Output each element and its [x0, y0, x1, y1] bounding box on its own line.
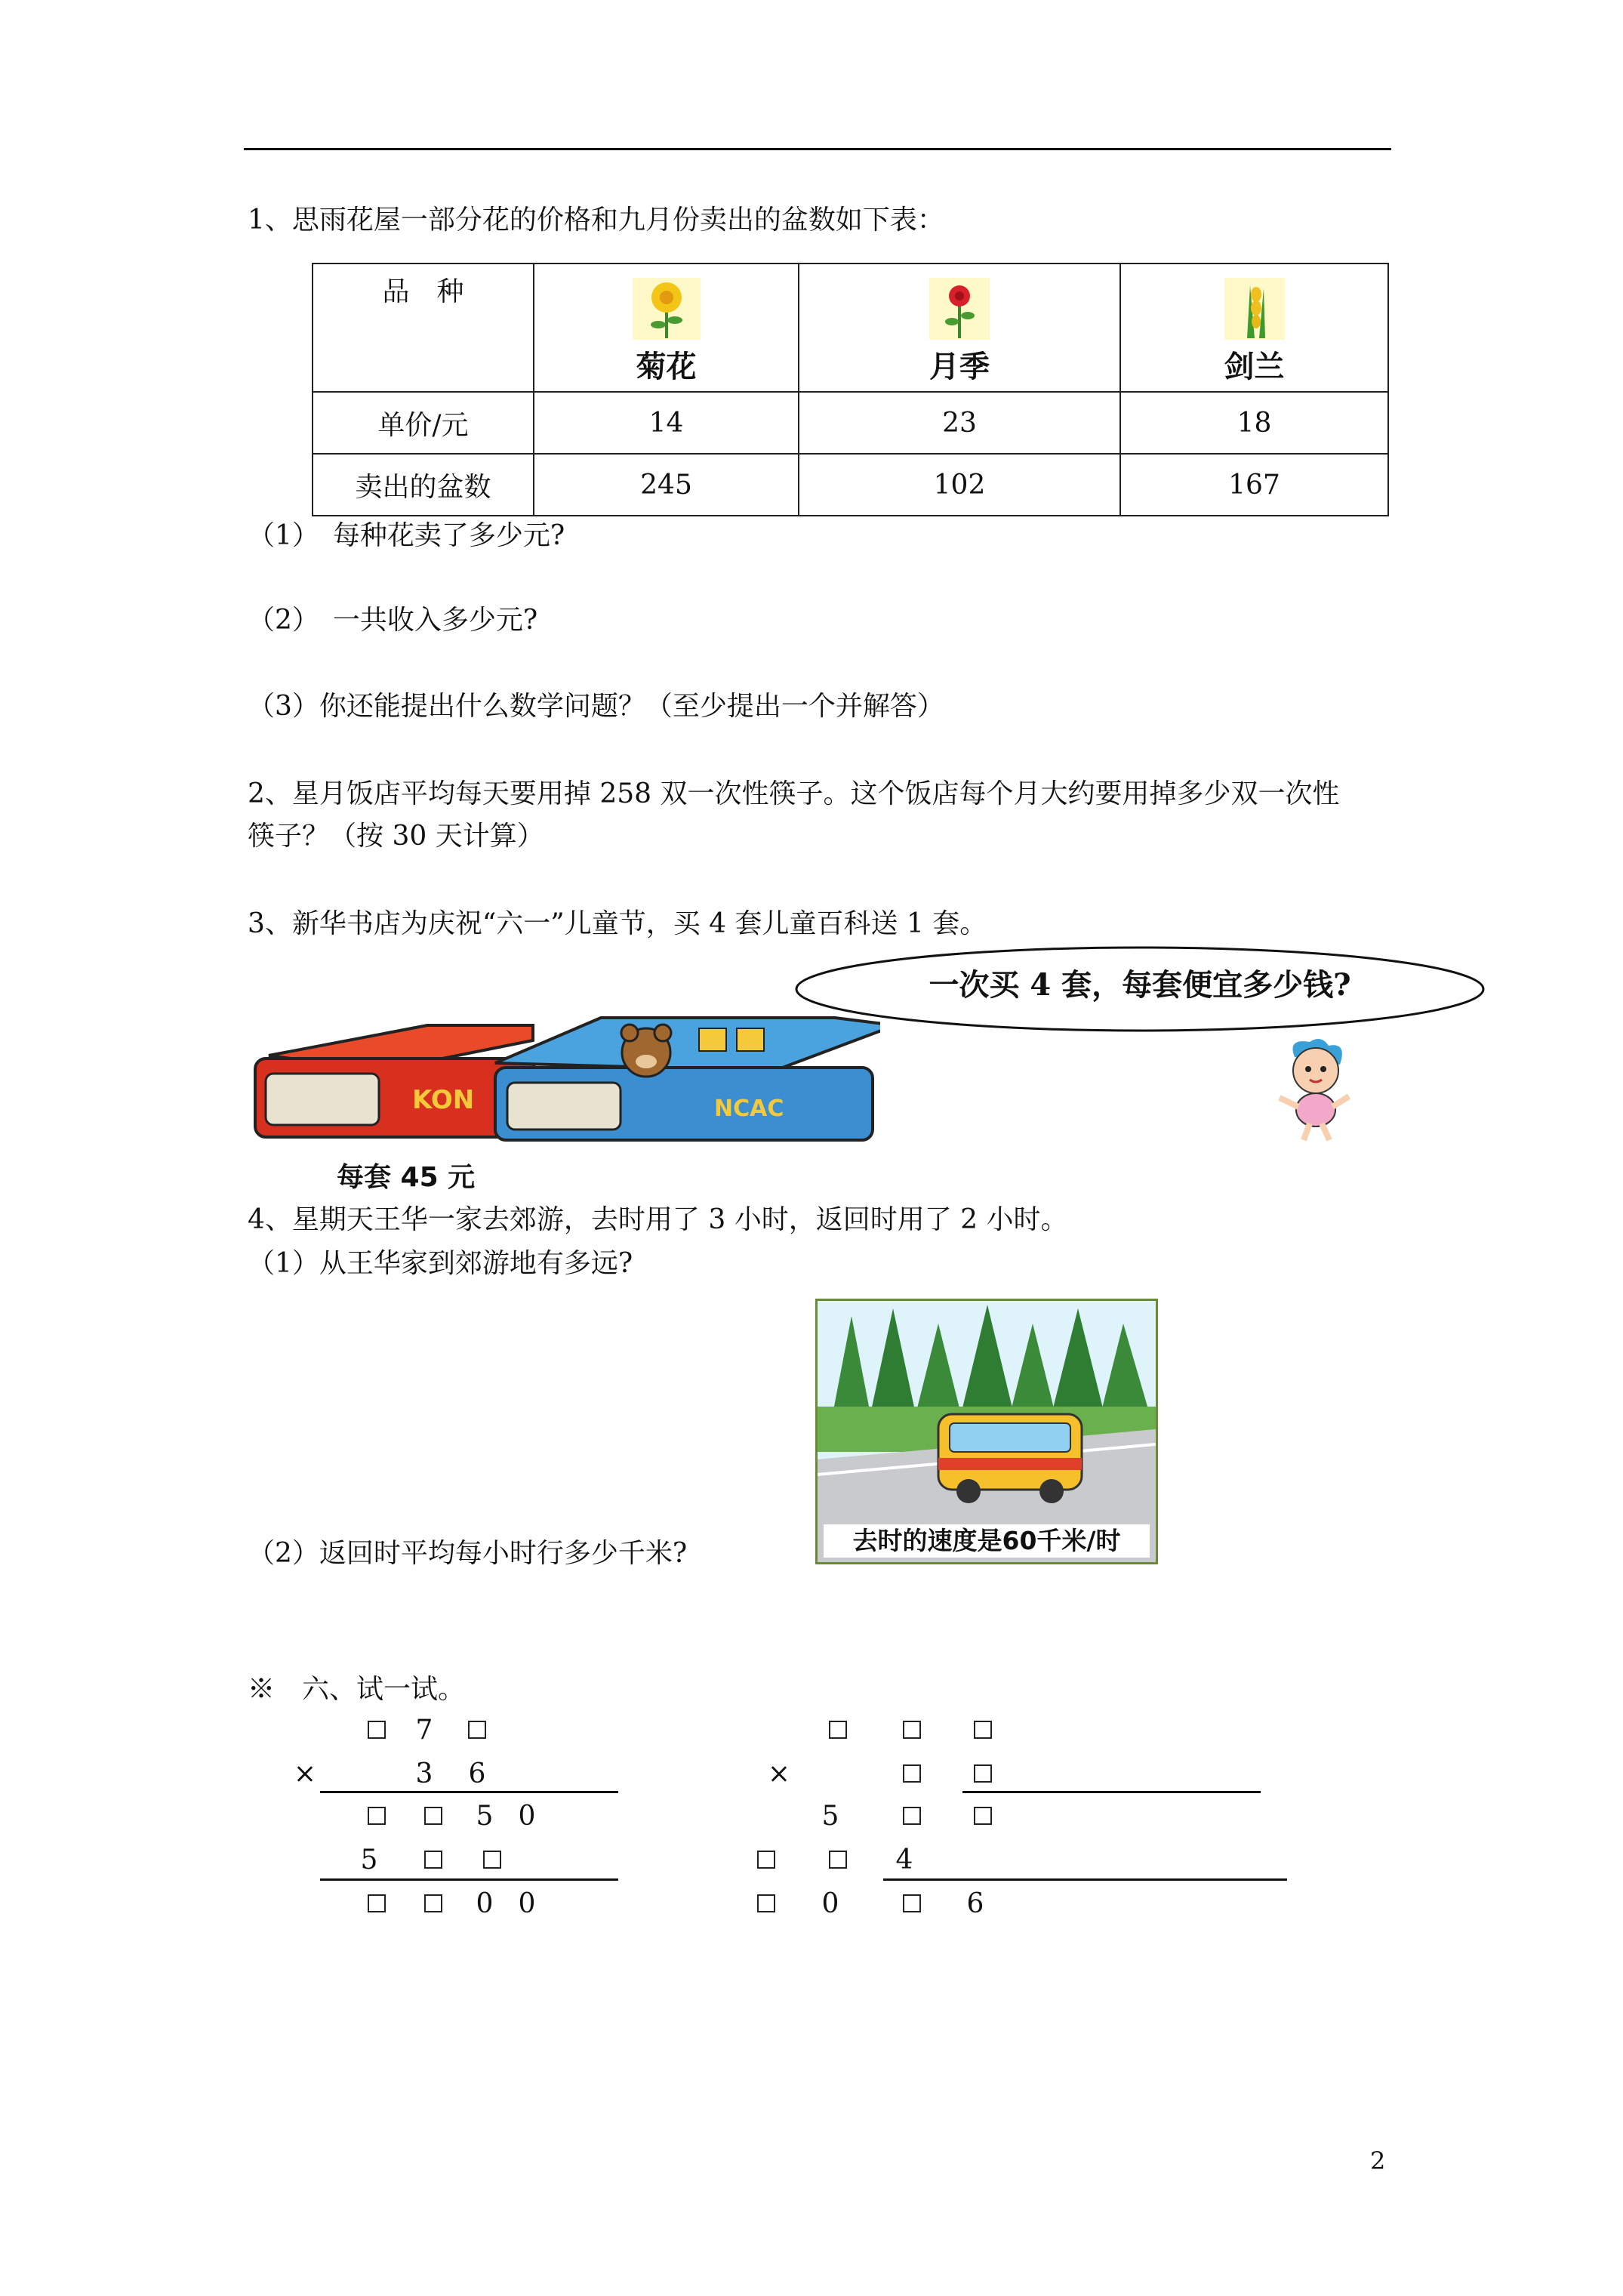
left-times-sign: ×: [293, 1758, 317, 1789]
right-r4-c2[interactable]: [823, 1845, 853, 1875]
left-r1-c2: 7: [415, 1715, 433, 1746]
cartoon-girl-image: [1257, 1034, 1370, 1148]
q1-sub2: （2） 一共收入多少元?: [248, 605, 538, 636]
right-r5-c2: 0: [821, 1888, 839, 1919]
q4-sub1: （1）从王华家到郊游地有多远?: [248, 1248, 633, 1279]
right-r1-c3[interactable]: [968, 1715, 998, 1746]
left-r5-c2[interactable]: [418, 1889, 448, 1919]
q2-line2: 筷子？（按 30 天计算）: [248, 821, 544, 852]
left-r2-c1: 3: [415, 1758, 433, 1789]
left-r4-c2[interactable]: [418, 1845, 448, 1875]
right-r4-c3: 4: [895, 1845, 913, 1875]
svg-text:KON: KON: [412, 1085, 475, 1115]
left-r3-c1[interactable]: [362, 1801, 392, 1832]
sold-gladiolus: 167: [1120, 454, 1388, 516]
left-r5-c1[interactable]: [362, 1889, 392, 1919]
gladiolus-icon: [1224, 278, 1285, 340]
flower-name-gladiolus: 剑兰: [1224, 349, 1285, 384]
table-header-label: 品 种: [382, 276, 464, 307]
right-r2-c2[interactable]: [968, 1759, 998, 1789]
price-rose: 23: [799, 392, 1120, 454]
speed-caption: 去时的速度是60千米/时: [852, 1526, 1121, 1555]
right-rule-2: [883, 1878, 1287, 1881]
q3-title: 3、新华书店为庆祝“六一”儿童节，买 4 套儿童百科送 1 套。: [248, 908, 987, 939]
left-r5-c4: 0: [518, 1888, 536, 1919]
q2-line1: 2、星月饭店平均每天要用掉 258 双一次性筷子。这个饭店每个月大约要用掉多少双一次性: [248, 778, 1340, 809]
sold-chrysanthemum: 245: [534, 454, 799, 516]
flower-table: [312, 263, 1389, 516]
q4-sub2: （2）返回时平均每小时行多少千米?: [248, 1538, 688, 1569]
page-number: 2: [1370, 2147, 1386, 2175]
left-r5-c3: 0: [476, 1888, 494, 1919]
flower-name-chrysanthemum: 菊花: [636, 349, 697, 384]
left-rule-2: [320, 1878, 618, 1881]
q1-sub3: （3）你还能提出什么数学问题？（至少提出一个并解答）: [248, 691, 944, 722]
right-r1-c2[interactable]: [897, 1715, 927, 1746]
left-r2-c2: 6: [468, 1758, 486, 1789]
right-r3-c3[interactable]: [968, 1801, 998, 1832]
right-r5-c3[interactable]: [897, 1889, 927, 1919]
right-rule-1: [962, 1791, 1261, 1793]
price-gladiolus: 18: [1120, 392, 1388, 454]
left-r1-c3[interactable]: [462, 1715, 492, 1746]
rose-icon: [929, 278, 990, 340]
left-r1-c1[interactable]: [362, 1715, 392, 1746]
right-r2-c1[interactable]: [897, 1759, 927, 1789]
row-label-sold: 卖出的盆数: [313, 454, 534, 516]
section6-title: ※ 六、试一试。: [248, 1674, 466, 1705]
right-r5-c1[interactable]: [751, 1889, 781, 1919]
right-r3-c1: 5: [821, 1801, 839, 1832]
bus-scene-graphic: [818, 1301, 1156, 1562]
left-r4-c1: 5: [360, 1845, 378, 1875]
chrysanthemum-icon: [633, 278, 701, 340]
sold-rose: 102: [799, 454, 1120, 516]
right-r3-c2[interactable]: [897, 1801, 927, 1832]
book-price-caption: 每套 45 元: [337, 1162, 476, 1193]
row-label-price: 单价/元: [313, 392, 534, 454]
price-chrysanthemum: 14: [534, 392, 799, 454]
right-r4-c1[interactable]: [751, 1845, 781, 1875]
left-r3-c3: 5: [476, 1801, 494, 1832]
encyclopedia-books-image: [246, 995, 880, 1146]
left-r3-c4: 0: [518, 1801, 536, 1832]
right-times-sign: ×: [767, 1758, 791, 1789]
left-r4-c3[interactable]: [477, 1845, 507, 1875]
q1-sub1: （1） 每种花卖了多少元?: [248, 520, 565, 551]
bubble-text: 一次买 4 套，每套便宜多少钱?: [929, 967, 1351, 1003]
left-r3-c2[interactable]: [418, 1801, 448, 1832]
flower-name-rose: 月季: [929, 349, 990, 384]
right-r5-c4: 6: [966, 1888, 984, 1919]
q1-title: 1、思雨花屋一部分花的价格和九月份卖出的盆数如下表：: [248, 205, 944, 236]
q4-title: 4、星期天王华一家去郊游，去时用了 3 小时，返回时用了 2 小时。: [248, 1204, 1068, 1235]
left-rule-1: [320, 1791, 618, 1793]
bus-scene-image: [815, 1299, 1158, 1564]
right-r1-c1[interactable]: [823, 1715, 853, 1746]
svg-text:NCAC: NCAC: [714, 1096, 784, 1122]
header-rule: [244, 148, 1391, 150]
